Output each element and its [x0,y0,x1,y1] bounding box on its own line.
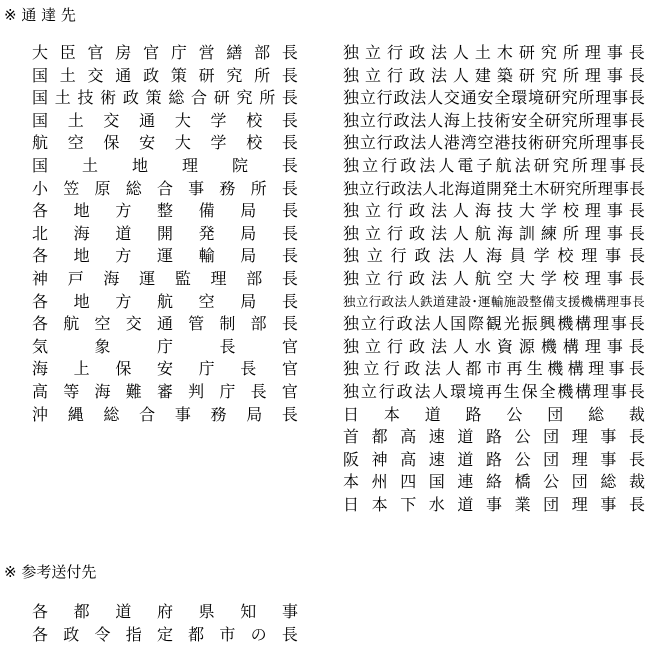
recipient-line: 大 臣 官 房 官 庁 営 繕 部 長 [32,43,298,62]
recipient-line: 独 立 行 政 法 人 建 築 研 究 所 理 事 長 [343,65,645,85]
left-recipient-list [32,42,298,426]
recipient-line: 独 立 行 政 法 人 海 技 大 学 校 理 事 長 [343,201,645,221]
recipient-line: 独 立 行 政 法 人 都 市 再 生 機 構 理 事 長 [343,359,645,379]
recipient-line: 各 地 方 運 輸 局 長 [32,246,298,266]
recipient-line: 独 立 行 政 法 人 電 子 航 法 研 究 所 理 事 長 [343,155,645,175]
recipient-line: 独 立 行 政 法 人 鉄 道 建 設 ･ 運 輸 施 設 整 備 支 援 機 構 理 事 長 [343,293,645,309]
recipient-line: 各 地 方 整 備 局 長 [32,201,298,221]
recipient-line: 独 立 行 政 法 人 港 湾 空 港 技 術 研 究 所 理 事 長 [343,133,645,153]
recipient-line: 日 本 道 路 公 団 総 裁 [343,404,645,424]
recipient-line: 各 地 方 航 空 局 長 [32,291,298,311]
recipient-line: 独 立 行 政 法 人 航 海 訓 練 所 理 事 長 [343,223,645,243]
recipient-line: 神 戸 海 運 監 理 部 長 [32,268,298,288]
reference-recipient-list [32,601,298,646]
recipient-line: 各 航 空 交 通 管 制 部 長 [32,314,298,334]
right-recipient-list [343,42,645,516]
recipient-line: 航 空 保 安 大 学 校 長 [32,133,298,153]
recipient-line: 高 等 海 難 審 判 庁 長 官 [32,381,298,401]
recipient-line: 独 立 行 政 法 人 国 際 観 光 振 興 機 構 理 事 長 [343,314,645,334]
recipient-line: 阪 神 高 速 道 路 公 団 理 事 長 [343,449,645,469]
recipient-line: 独 立 行 政 法 人 土 木 研 究 所 理 事 長 [343,43,645,62]
recipient-line: 小 笠 原 総 合 事 務 所 長 [32,178,298,198]
recipients-heading: ※ 通 達 先 [4,6,76,24]
recipient-line: 首 都 高 速 道 路 公 団 理 事 長 [343,427,645,447]
recipient-line: 日 本 下 水 道 事 業 団 理 事 長 [343,494,645,514]
recipient-line: 北 海 道 開 発 局 長 [32,223,298,243]
recipient-line: 国 土 交 通 大 学 校 長 [32,110,298,130]
recipient-line: 気 象 庁 長 官 [32,336,298,356]
recipient-line: 国 土 地 理 院 長 [32,155,298,175]
recipient-line: 独 立 行 政 法 人 環 境 再 生 保 全 機 構 理 事 長 [343,381,645,401]
recipient-line: 海 上 保 安 庁 長 官 [32,359,298,379]
recipient-line: 国 土 交 通 政 策 研 究 所 長 [32,65,298,85]
recipient-line: 各 政 令 指 定 都 市 の 長 [32,624,298,644]
recipient-line: 独 立 行 政 法 人 北 海 道 開 発 土 木 研 究 所 理 事 長 [343,179,645,198]
recipient-line: 独 立 行 政 法 人 航 空 大 学 校 理 事 長 [343,268,645,288]
recipient-line: 独 立 行 政 法 人 交 通 安 全 環 境 研 究 所 理 事 長 [343,88,645,108]
recipient-line: 本 州 四 国 連 絡 橋 公 団 総 裁 [343,472,645,492]
recipient-line: 沖 縄 総 合 事 務 局 長 [32,404,298,424]
recipient-line: 各 都 道 府 県 知 事 [32,602,298,621]
recipient-line: 独 立 行 政 法 人 海 上 技 術 安 全 研 究 所 理 事 長 [343,110,645,130]
recipient-line: 独 立 行 政 法 人 水 資 源 機 構 理 事 長 [343,336,645,356]
reference-heading: ※ 参考送付先 [4,563,97,581]
recipient-line: 国 土 技 術 政 策 総 合 研 究 所 長 [32,88,298,108]
recipient-line: 独 立 行 政 法 人 海 員 学 校 理 事 長 [343,246,645,266]
